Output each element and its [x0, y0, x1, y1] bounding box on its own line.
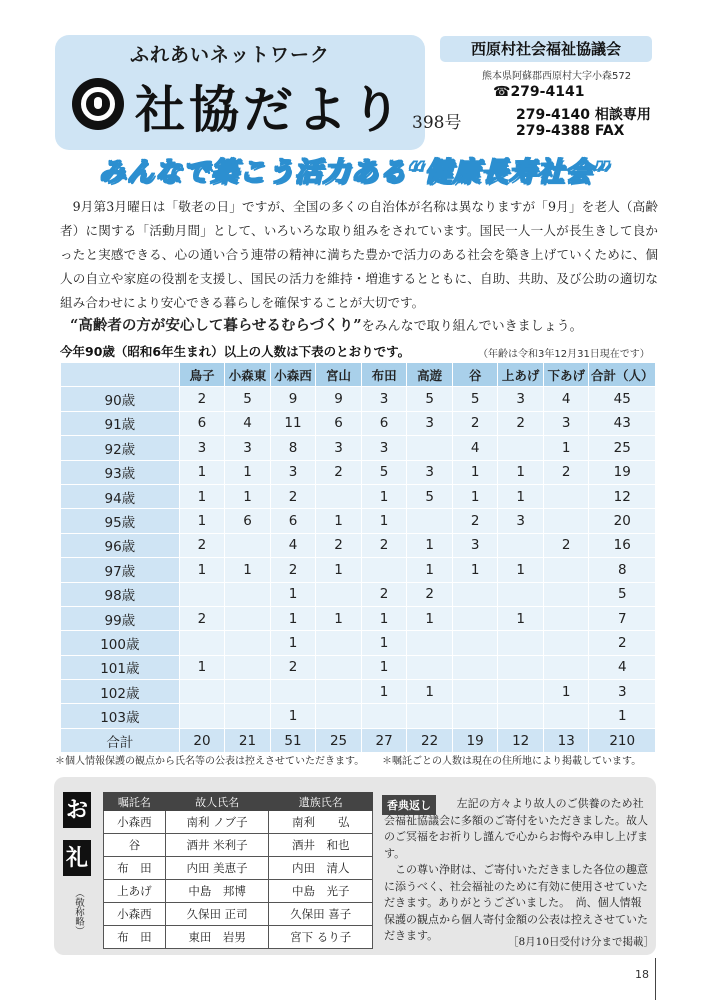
table-cell	[543, 484, 589, 508]
table-cell: 21	[225, 728, 271, 752]
table-cell	[407, 631, 453, 655]
table-cell: 4	[452, 436, 498, 460]
table-cell: 2	[543, 533, 589, 557]
table-cell: 1	[407, 533, 453, 557]
row-header: 102歳	[61, 680, 180, 704]
table-cell: 8	[589, 558, 656, 582]
table-cell	[179, 680, 225, 704]
table-cell: 1	[316, 558, 362, 582]
table-cell	[316, 655, 362, 679]
table-cell: 6	[361, 411, 407, 435]
donor-table-header	[104, 793, 373, 811]
column-header: 高遊	[407, 363, 453, 387]
network-title: ふれあいネットワーク	[130, 44, 331, 66]
table-cell: 1	[452, 558, 498, 582]
table-cell: 1	[179, 484, 225, 508]
page-divider	[655, 958, 656, 1000]
row-header: 95歳	[61, 509, 180, 533]
table-cell: 1	[179, 558, 225, 582]
column-header: 鳥子	[179, 363, 225, 387]
donor-cell: 内田 清人	[269, 857, 373, 880]
slogan-rest: をみんなで取り組んでいきましょう。	[361, 319, 583, 334]
table-cell	[225, 606, 271, 630]
table-cell	[407, 436, 453, 460]
table-cell: 3	[316, 436, 362, 460]
table-cell: 1	[225, 484, 271, 508]
table-cell	[452, 606, 498, 630]
table-cell: 5	[407, 387, 453, 411]
donor-row	[104, 880, 373, 903]
table-cell: 1	[270, 606, 316, 630]
table-cell: 1	[452, 484, 498, 508]
table-cell	[361, 704, 407, 728]
donor-cell: 酒井 米利子	[165, 834, 269, 857]
table-cell: 1	[361, 631, 407, 655]
donor-column-header: 嘱託名	[104, 793, 166, 811]
table-row	[61, 631, 656, 655]
donor-cell: 小森西	[104, 903, 166, 926]
org-address: 熊本県阿蘇郡西原村大字小森572	[482, 71, 632, 82]
table-cell	[407, 655, 453, 679]
table-row	[61, 460, 656, 484]
table-cell: 11	[270, 411, 316, 435]
table-cell: 1	[407, 558, 453, 582]
table-cell	[498, 680, 544, 704]
table-cell: 20	[589, 509, 656, 533]
table-cell: 3	[225, 436, 271, 460]
table-cell	[543, 606, 589, 630]
table-row	[61, 606, 656, 630]
table-cell: 2	[543, 460, 589, 484]
table-cell: 1	[498, 484, 544, 508]
table-cell: 2	[179, 387, 225, 411]
table-cell: 2	[270, 655, 316, 679]
age-table	[60, 362, 656, 753]
table-cell: 51	[270, 728, 316, 752]
table-cell: 1	[179, 460, 225, 484]
table-cell	[316, 631, 362, 655]
donor-row	[104, 811, 373, 834]
table-cell	[543, 704, 589, 728]
table-cell: 12	[589, 484, 656, 508]
table-cell: 3	[407, 460, 453, 484]
table-cell: 2	[498, 411, 544, 435]
table-row	[61, 411, 656, 435]
table-row	[61, 558, 656, 582]
donor-cell: 南利 ノブ子	[165, 811, 269, 834]
row-header: 99歳	[61, 606, 180, 630]
table-cell	[225, 631, 271, 655]
orei-label	[63, 792, 93, 936]
table-cell	[407, 509, 453, 533]
table-cell: 22	[407, 728, 453, 752]
table-row	[61, 680, 656, 704]
table-cell	[179, 704, 225, 728]
table-cell: 3	[179, 436, 225, 460]
donor-column-header: 遺族氏名	[269, 793, 373, 811]
table-cell	[452, 631, 498, 655]
kouden-tag: 香典返し	[382, 795, 436, 815]
table-cell: 1	[361, 680, 407, 704]
row-header: 96歳	[61, 533, 180, 557]
table-cell: 1	[543, 436, 589, 460]
table-cell	[543, 582, 589, 606]
table-cell	[452, 655, 498, 679]
donor-cell: 上あげ	[104, 880, 166, 903]
org-name: 西原村社会福祉協議会	[440, 36, 652, 62]
table-cell: 7	[589, 606, 656, 630]
age-table-body	[61, 387, 656, 753]
row-header: 92歳	[61, 436, 180, 460]
table-cell: 25	[316, 728, 362, 752]
table-cell: 2	[270, 558, 316, 582]
table-cell: 210	[589, 728, 656, 752]
table-cell	[498, 655, 544, 679]
donor-cell: 宮下 るり子	[269, 926, 373, 949]
table-cell: 2	[270, 484, 316, 508]
table-cell: 5	[407, 484, 453, 508]
column-header: 合計（人）	[589, 363, 656, 387]
table-cell	[498, 582, 544, 606]
table-cell	[543, 655, 589, 679]
table-row	[61, 509, 656, 533]
kouden-text-1: 左記の方々より故人のご供養のため社会福祉協議会に多額のご寄付をいただきました。故人のご冥福をお祈りし謹んで心からお悔やみ申し上げます。	[384, 797, 648, 860]
table-cell: 1	[179, 655, 225, 679]
donor-row	[104, 903, 373, 926]
table-cell: 1	[407, 606, 453, 630]
table-cell	[316, 582, 362, 606]
orei-o: お	[63, 792, 91, 828]
donor-cell: 南利 弘	[269, 811, 373, 834]
table-cell: 2	[179, 606, 225, 630]
table-date-note: （年齢は令和3年12月31日現在です）	[478, 349, 650, 360]
table-cell	[316, 484, 362, 508]
table-cell: 1	[316, 509, 362, 533]
table-cell: 13	[543, 728, 589, 752]
table-cell	[225, 533, 271, 557]
honorific-note: （敬称略）	[73, 888, 84, 936]
row-header: 98歳	[61, 582, 180, 606]
table-cell: 1	[498, 606, 544, 630]
column-header: 上あげ	[498, 363, 544, 387]
table-cell: 6	[316, 411, 362, 435]
row-header: 94歳	[61, 484, 180, 508]
orei-rei: 礼	[63, 840, 91, 876]
kouden-date-note: ［8月10日受付け分まで掲載］	[508, 936, 655, 948]
table-cell: 4	[589, 655, 656, 679]
table-cell	[225, 655, 271, 679]
privacy-note: ＊個人情報保護の観点から氏名等の公表は控えさせていただきます。	[55, 756, 365, 767]
donor-cell: 内田 美恵子	[165, 857, 269, 880]
table-cell: 2	[316, 460, 362, 484]
age-table-header	[61, 363, 656, 387]
table-cell: 1	[498, 558, 544, 582]
table-cell: 2	[589, 631, 656, 655]
table-cell: 8	[270, 436, 316, 460]
donor-row	[104, 926, 373, 949]
table-cell: 20	[179, 728, 225, 752]
donor-cell: 久保田 正司	[165, 903, 269, 926]
table-cell	[498, 533, 544, 557]
column-header: 小森東	[225, 363, 271, 387]
table-row	[61, 387, 656, 411]
row-header: 100歳	[61, 631, 180, 655]
table-cell: 2	[452, 509, 498, 533]
donor-cell: 中島 邦博	[165, 880, 269, 903]
table-cell: 6	[179, 411, 225, 435]
table-caption: 今年90歳（昭和6年生まれ）以上の人数は下表のとおりです。	[60, 344, 411, 359]
row-header: 91歳	[61, 411, 180, 435]
table-cell	[407, 704, 453, 728]
table-cell	[270, 680, 316, 704]
donor-cell: 中島 光子	[269, 880, 373, 903]
donor-table-body	[104, 811, 373, 949]
donor-cell: 東田 岩男	[165, 926, 269, 949]
table-cell: 5	[452, 387, 498, 411]
table-cell: 2	[361, 582, 407, 606]
row-header: 103歳	[61, 704, 180, 728]
table-cell: 1	[361, 655, 407, 679]
tel-main: ☎279-4141	[493, 84, 585, 100]
table-cell: 6	[270, 509, 316, 533]
row-header: 101歳	[61, 655, 180, 679]
column-header: 下あげ	[543, 363, 589, 387]
column-header: 布田	[361, 363, 407, 387]
donor-row	[104, 857, 373, 880]
table-cell: 3	[498, 387, 544, 411]
donor-row	[104, 834, 373, 857]
table-cell: 1	[589, 704, 656, 728]
table-cell: 2	[316, 533, 362, 557]
table-cell	[452, 704, 498, 728]
table-cell	[179, 582, 225, 606]
table-cell	[316, 680, 362, 704]
donor-table	[103, 792, 373, 949]
table-cell: 19	[589, 460, 656, 484]
headline: みんなで築こう活力ある“健康長寿社会”	[98, 157, 612, 188]
slogan	[70, 314, 583, 335]
table-cell: 12	[498, 728, 544, 752]
row-header: 97歳	[61, 558, 180, 582]
slogan-emphasis: “高齢者の方が安心して暮らせるむらづくり”	[70, 317, 362, 334]
table-cell	[452, 582, 498, 606]
table-cell: 1	[498, 460, 544, 484]
tel-consult: 279-4140 相談専用	[516, 107, 651, 123]
table-cell: 3	[543, 411, 589, 435]
table-cell: 5	[361, 460, 407, 484]
table-cell: 1	[270, 704, 316, 728]
table-cell: 1	[361, 509, 407, 533]
donor-cell: 布 田	[104, 857, 166, 880]
table-cell	[498, 704, 544, 728]
table-cell: 19	[452, 728, 498, 752]
table-cell: 1	[452, 460, 498, 484]
table-cell: 5	[589, 582, 656, 606]
table-cell: 2	[361, 533, 407, 557]
kouden-text-2: この尊い浄財は、ご寄付いただきました各位の趣意に添うべく、社会福祉のために有効に使用させていただきます。ありがとうございました。 尚、個人情報保護の観点から個人寄付金額の公表は控えさせていただきます。	[384, 863, 648, 942]
table-cell: 3	[452, 533, 498, 557]
row-header: 90歳	[61, 387, 180, 411]
table-cell: 3	[361, 436, 407, 460]
column-header: 谷	[452, 363, 498, 387]
row-header: 合計	[61, 728, 180, 752]
column-header: 宮山	[316, 363, 362, 387]
table-cell	[225, 582, 271, 606]
table-cell	[225, 680, 271, 704]
table-cell: 1	[407, 680, 453, 704]
table-cell: 9	[270, 387, 316, 411]
table-cell: 1	[361, 484, 407, 508]
table-cell: 9	[316, 387, 362, 411]
table-cell: 25	[589, 436, 656, 460]
table-cell: 1	[179, 509, 225, 533]
intro-paragraph: 9月第3月曜日は「敬老の日」ですが、全国の多くの自治体が名称は異なりますが「9月」を老人（高齢者）に関する「活動月間」として、いろいろな取り組みをされています。国民一人一人が長生きして良かったと実感できる、心の通い合う連帯の精神に満ちた豊かで活力のある社会を築き上げていくために、個人の自立や家庭の役割を支援し、国民の活力を維持・増進するとともに、自助、共助、及び公助の適切な組み合わせにより安心できる暮らしを確保することが大切です。	[60, 199, 658, 310]
table-cell: 4	[543, 387, 589, 411]
table-cell: 1	[543, 680, 589, 704]
table-cell: 3	[498, 509, 544, 533]
table-cell: 16	[589, 533, 656, 557]
table-cell: 45	[589, 387, 656, 411]
donor-cell: 布 田	[104, 926, 166, 949]
table-cell: 4	[270, 533, 316, 557]
corner-cell	[61, 363, 180, 387]
table-cell: 3	[270, 460, 316, 484]
table-cell	[179, 631, 225, 655]
table-cell: 2	[407, 582, 453, 606]
table-cell: 1	[316, 606, 362, 630]
table-row	[61, 728, 656, 752]
table-cell: 3	[407, 411, 453, 435]
table-cell: 5	[225, 387, 271, 411]
table-cell: 2	[452, 411, 498, 435]
column-header: 小森西	[270, 363, 316, 387]
table-cell: 4	[225, 411, 271, 435]
table-cell	[498, 436, 544, 460]
table-row	[61, 704, 656, 728]
table-cell: 43	[589, 411, 656, 435]
table-cell: 27	[361, 728, 407, 752]
table-cell	[452, 680, 498, 704]
page-number: 18	[635, 968, 649, 981]
donor-cell: 久保田 喜子	[269, 903, 373, 926]
table-cell	[543, 509, 589, 533]
table-cell: 2	[179, 533, 225, 557]
table-cell	[543, 631, 589, 655]
table-cell	[361, 558, 407, 582]
table-cell: 1	[270, 631, 316, 655]
table-cell: 1	[225, 460, 271, 484]
table-row	[61, 436, 656, 460]
donor-cell: 小森西	[104, 811, 166, 834]
table-cell: 1	[361, 606, 407, 630]
newsletter-title: 社協だより	[135, 80, 405, 139]
table-cell: 1	[270, 582, 316, 606]
org-logo-icon	[72, 78, 124, 130]
table-cell	[498, 631, 544, 655]
table-row	[61, 582, 656, 606]
table-cell: 3	[589, 680, 656, 704]
donor-cell: 酒井 和也	[269, 834, 373, 857]
table-cell: 6	[225, 509, 271, 533]
fax-number: 279-4388 FAX	[516, 123, 625, 139]
table-cell	[316, 704, 362, 728]
district-note: ＊嘱託ごとの人数は現在の住所地により掲載しています。	[382, 756, 642, 767]
table-row	[61, 533, 656, 557]
table-row	[61, 655, 656, 679]
issue-number: 398号	[412, 113, 462, 133]
table-cell	[543, 558, 589, 582]
row-header: 93歳	[61, 460, 180, 484]
table-cell	[225, 704, 271, 728]
donor-cell: 谷	[104, 834, 166, 857]
donor-column-header: 故人氏名	[165, 793, 269, 811]
table-cell: 3	[361, 387, 407, 411]
table-row	[61, 484, 656, 508]
table-cell: 1	[225, 558, 271, 582]
